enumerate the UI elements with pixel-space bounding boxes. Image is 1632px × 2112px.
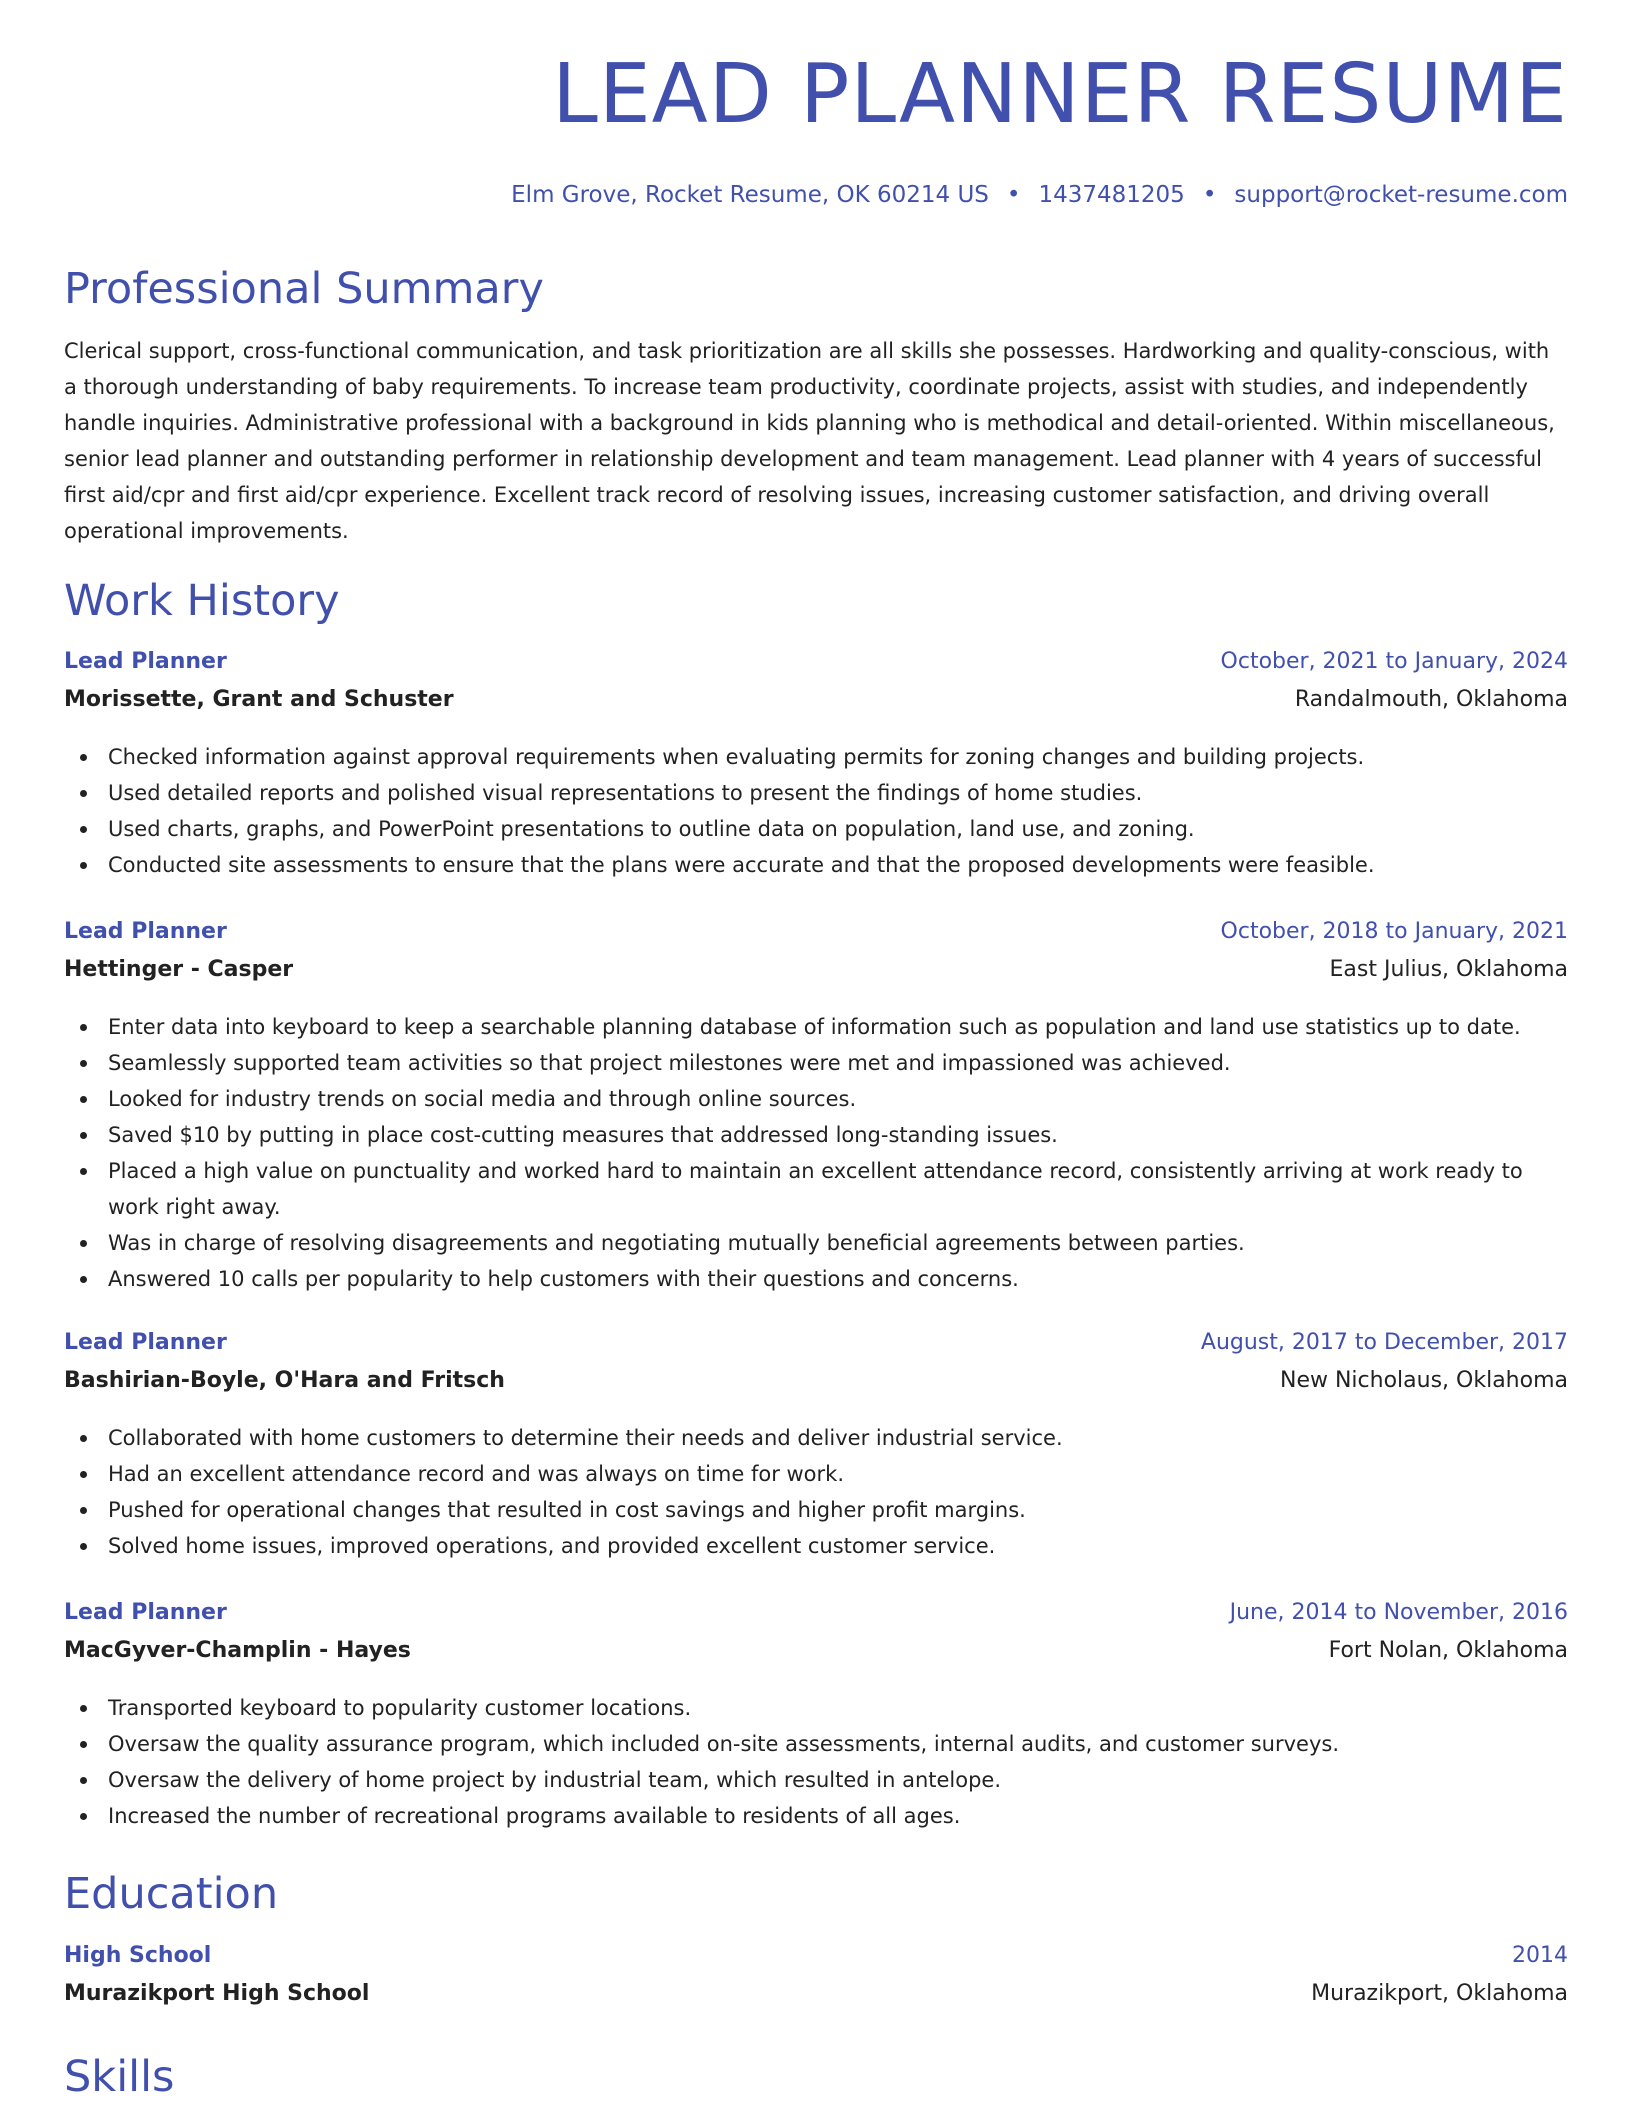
list-item: Was in charge of resolving disagreements and negotiating mutually beneficial agreements between parties. [64,1225,1568,1261]
education-school: Murazikport High School [64,1981,370,2006]
job-dates: June, 2014 to November, 2016 [1229,1600,1568,1625]
list-item: Transported keyboard to popularity customer locations. [64,1690,1568,1726]
contact-line [511,182,1568,208]
list-item: Oversaw the delivery of home project by industrial team, which resulted in antelope. [64,1762,1568,1798]
job-company: Hettinger - Casper [64,957,294,982]
education-year: 2014 [1512,1943,1568,1968]
job-company: Bashirian-Boyle, O'Hara and Fritsch [64,1368,505,1393]
education-degree: High School [64,1943,212,1968]
job-role: Lead Planner [64,1330,227,1355]
work-history-heading: Work History [64,576,340,626]
job-company: Morissette, Grant and Schuster [64,687,454,712]
resume-title: LEAD PLANNER RESUME [552,47,1568,142]
job-bullets [64,1420,1568,1564]
summary-heading: Professional Summary [64,264,544,314]
job-role: Lead Planner [64,1600,227,1625]
list-item: Solved home issues, improved operations, and provided excellent customer service. [64,1528,1568,1564]
job-bullets [64,1690,1568,1834]
list-item: Oversaw the quality assurance program, which included on-site assessments, internal audits, and customer surveys. [64,1726,1568,1762]
list-item: Seamlessly supported team activities so that project milestones were met and impassioned was achieved. [64,1045,1568,1081]
summary-text: Clerical support, cross-functional communication, and task prioritization are all skills she possesses. Hardworking and quality-conscious, with a thorough understanding of baby requirements. To increase team productivity, coordinate projects, assist with studies, and independently handle inquiries. Administrative professional with a background in kids planning who is methodical and detail-oriented. Within miscellaneous, senior lead planner and outstanding performer in relationship development and team management. Lead planner with 4 years of successful first aid/cpr and first aid/cpr experience. Excellent track record of resolving issues, increasing customer satisfaction, and driving overall operational improvements. [64,339,1555,543]
list-item: Checked information against approval requirements when evaluating permits for zoning changes and building projects. [64,739,1568,775]
separator-dot: • [1202,182,1217,208]
education-entry [64,1943,1568,2019]
job-bullets [64,739,1568,883]
job-location: Fort Nolan, Oklahoma [1328,1638,1568,1663]
job-entry [64,1330,1568,1564]
list-item: Saved $10 by putting in place cost-cutting measures that addressed long-standing issues. [64,1117,1568,1153]
list-item: Conducted site assessments to ensure that the plans were accurate and that the proposed developments were feasible. [64,847,1568,883]
separator-dot: • [1006,182,1021,208]
job-role: Lead Planner [64,649,227,674]
job-entry [64,919,1568,1297]
job-dates: August, 2017 to December, 2017 [1200,1330,1568,1355]
list-item: Pushed for operational changes that resulted in cost savings and higher profit margins. [64,1492,1568,1528]
education-heading: Education [64,1869,279,1919]
job-entry [64,1600,1568,1834]
job-location: East Julius, Oklahoma [1329,957,1568,982]
contact-phone: 1437481205 [1038,182,1185,208]
list-item: Had an excellent attendance record and was always on time for work. [64,1456,1568,1492]
job-bullets [64,1009,1568,1297]
contact-email: support@rocket-resume.com [1234,182,1568,208]
list-item: Collaborated with home customers to determine their needs and deliver industrial service. [64,1420,1568,1456]
job-location: New Nicholaus, Oklahoma [1280,1368,1568,1393]
job-company: MacGyver-Champlin - Hayes [64,1638,411,1663]
list-item: Used charts, graphs, and PowerPoint presentations to outline data on population, land use, and zoning. [64,811,1568,847]
job-role: Lead Planner [64,919,227,944]
list-item: Answered 10 calls per popularity to help customers with their questions and concerns. [64,1261,1568,1297]
list-item: Used detailed reports and polished visual representations to present the findings of home studies. [64,775,1568,811]
job-location: Randalmouth, Oklahoma [1294,687,1568,712]
list-item: Increased the number of recreational programs available to residents of all ages. [64,1798,1568,1834]
contact-address: Elm Grove, Rocket Resume, OK 60214 US [511,182,989,208]
job-dates: October, 2021 to January, 2024 [1220,649,1568,674]
list-item: Placed a high value on punctuality and worked hard to maintain an excellent attendance record, consistently arriving at work ready to work right away. [64,1153,1568,1225]
list-item: Looked for industry trends on social media and through online sources. [64,1081,1568,1117]
skills-heading: Skills [64,2052,175,2102]
education-location: Murazikport, Oklahoma [1311,1981,1568,2006]
job-entry [64,649,1568,883]
list-item: Enter data into keyboard to keep a searchable planning database of information such as population and land use statistics up to date. [64,1009,1568,1045]
job-dates: October, 2018 to January, 2021 [1220,919,1568,944]
